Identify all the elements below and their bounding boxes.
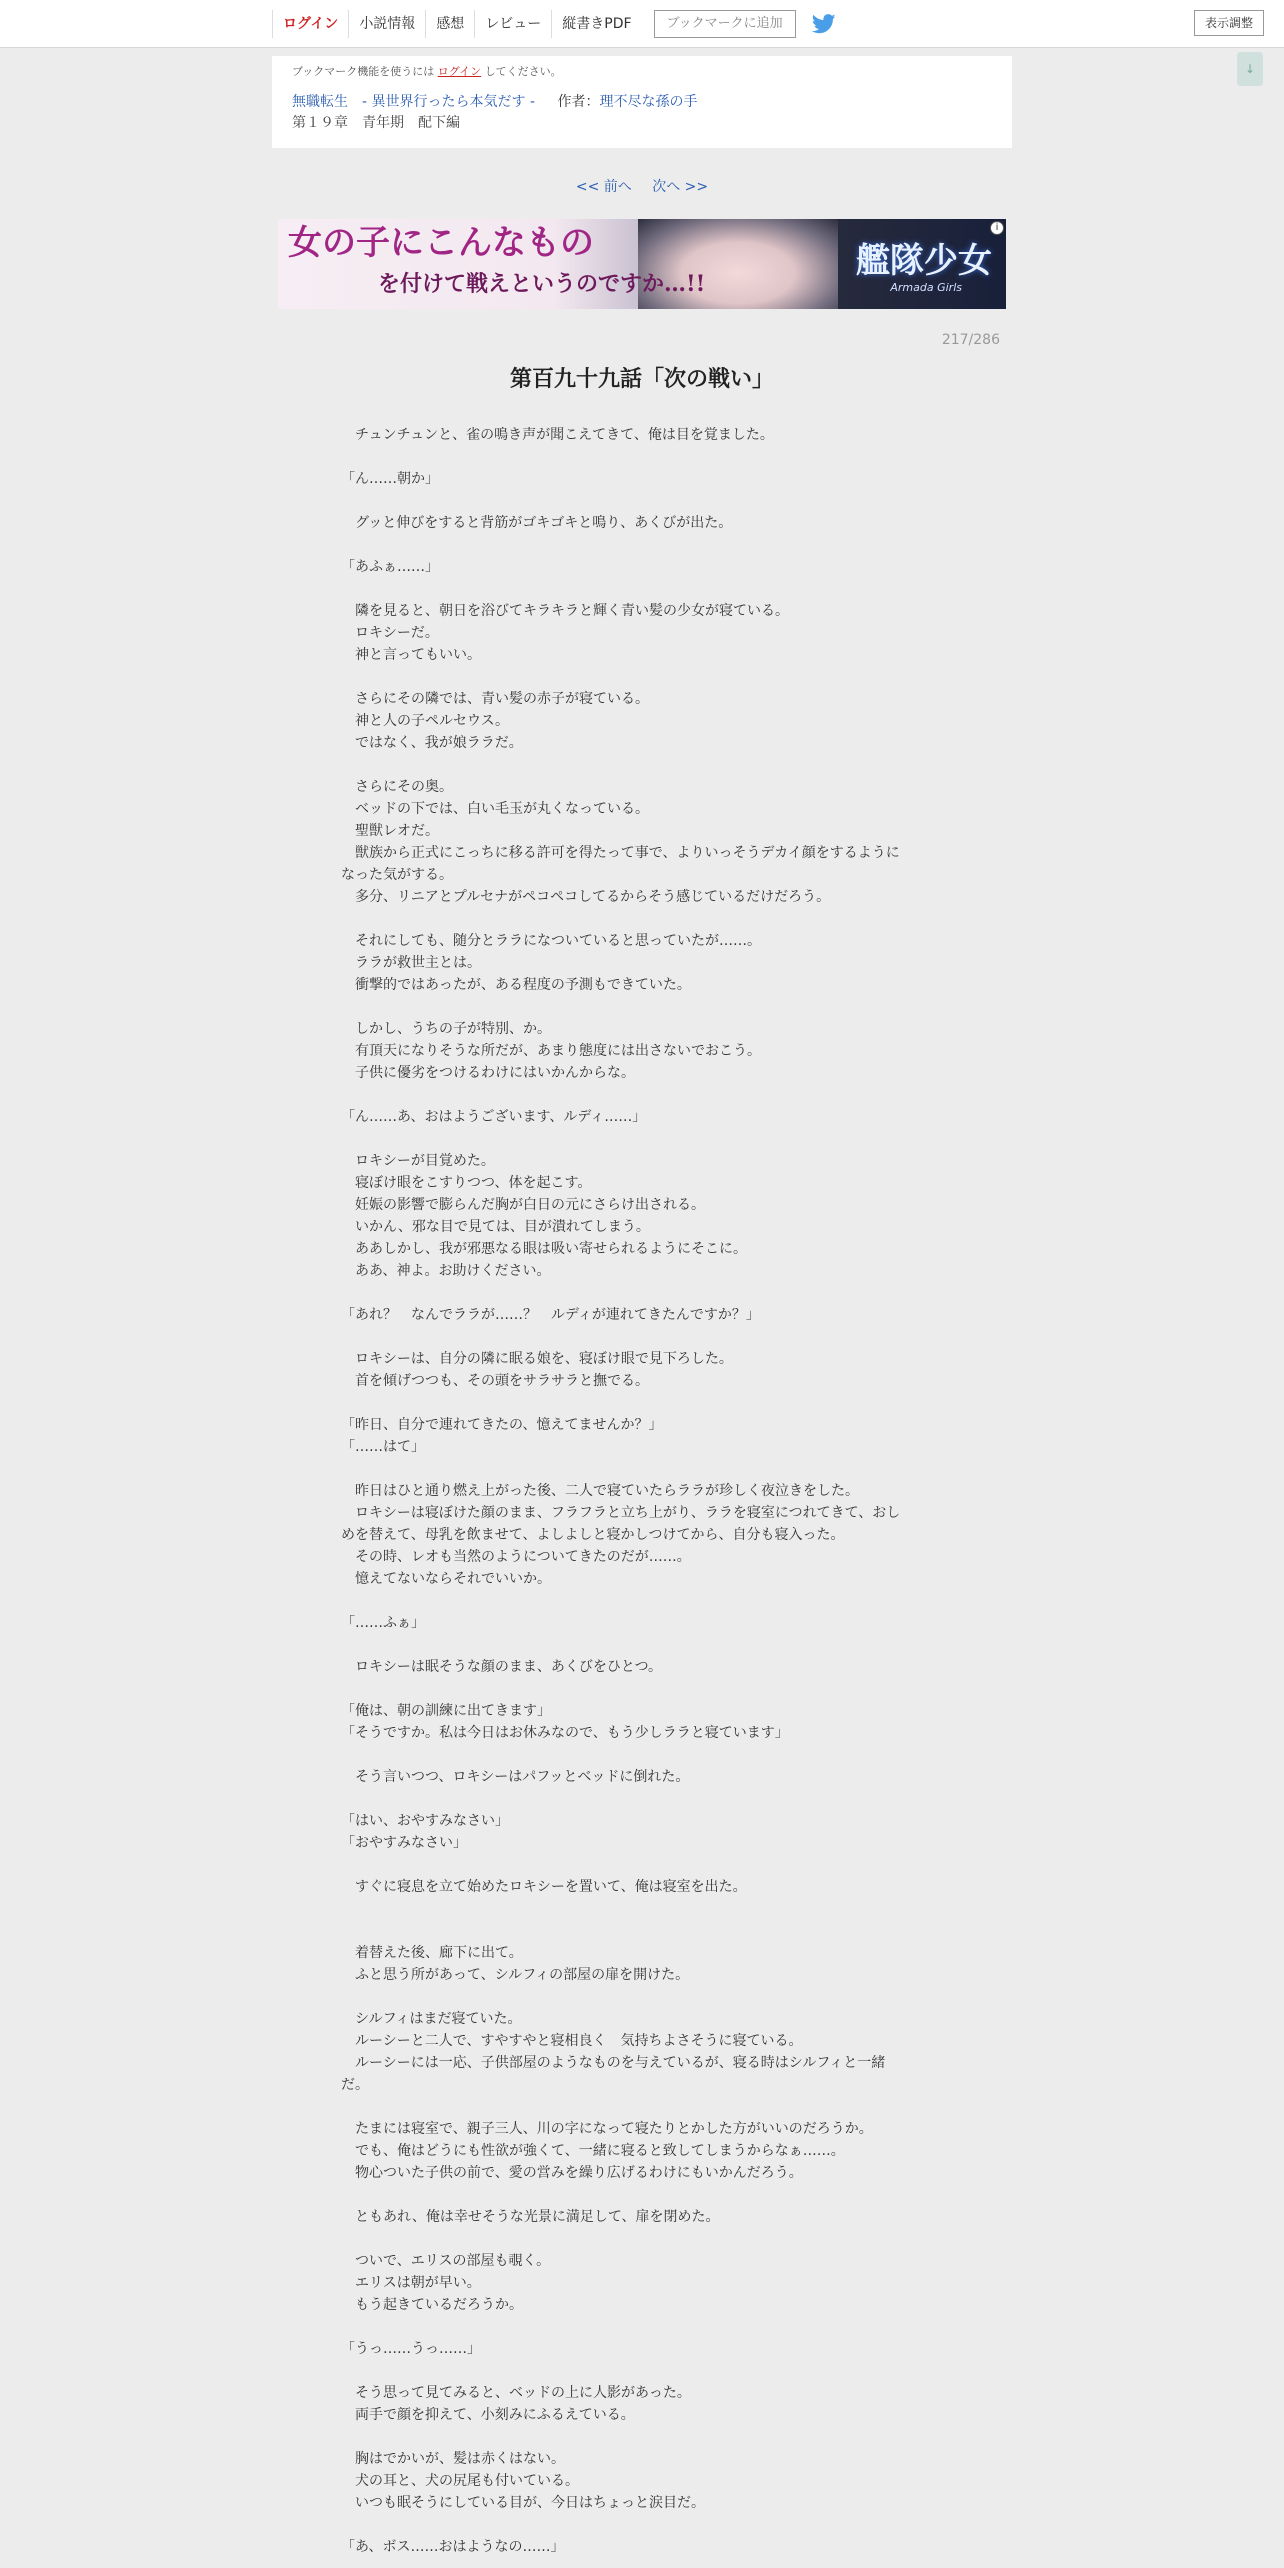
novel-text-line: エリスは朝が早い。 [341, 2275, 481, 2291]
ad-info-icon[interactable]: i [990, 221, 1004, 235]
novel-text-line [341, 534, 961, 556]
novel-text-line: だ。 [341, 2077, 369, 2093]
novel-text-line: 憶えてないならそれでいいか。 [341, 1571, 551, 1587]
novel-text-line: その時、レオも当然のようについてきたのだが……。 [341, 1549, 691, 1565]
novel-text-line: 有頂天になりそうな所だが、あまり態度には出さないでおこう。 [341, 1043, 761, 1059]
novel-text-line [341, 1282, 961, 1304]
novel-text-line [341, 1986, 961, 2008]
novel-text-line [341, 1128, 961, 1150]
bookmark-note-prefix: ブックマーク機能を使うには [292, 65, 435, 78]
novel-text-line: でも、俺はどうにも性欲が強くて、一緒に寝ると致してしまうからなぁ……。 [341, 2143, 845, 2159]
novel-text-line: めを替えて、母乳を飲ませて、よしよしと寝かしつけてから、自分も寝入った。 [341, 1527, 845, 1543]
chapter-title: 第百九十九話「次の戦い」 [509, 367, 774, 392]
novel-text-line [341, 446, 961, 468]
novel-text-line: 「おやすみなさい」 [341, 1835, 467, 1851]
novel-text-line: 神と言ってもいい。 [341, 647, 481, 663]
novel-text-line: ララが救世主とは。 [341, 955, 481, 971]
novel-text-line [341, 2228, 961, 2250]
bookmark-login-link[interactable]: ログイン [437, 65, 482, 78]
novel-text-line: 胸はでかいが、髪は赤くはない。 [341, 2451, 565, 2467]
pager [272, 176, 1012, 196]
novel-text-line: 隣を見ると、朝日を浴びてキラキラと輝く青い髪の少女が寝ている。 [341, 603, 789, 619]
novel-text-line: チュンチュンと、雀の鳴き声が聞こえてきて、俺は目を覚ました。 [341, 427, 774, 443]
ad-banner-logo-sub: Armada Girls [890, 281, 962, 294]
novel-text-line: ロキシーは、自分の隣に眠る娘を、寝ぼけ眼で見下ろした。 [341, 1351, 733, 1367]
novel-text-line: 子供に優劣をつけるわけにはいかんからな。 [341, 1065, 635, 1081]
novel-text-line: 聖獣レオだ。 [341, 823, 439, 839]
novel-text-line: ああ、神よ。お助けください。 [341, 1263, 551, 1279]
novel-text-line: 「俺は、朝の訓練に出てきます」 [341, 1703, 551, 1719]
novel-text-line: ではなく、我が娘ララだ。 [341, 735, 523, 751]
novel-text-line: 「……はて」 [341, 1439, 425, 1455]
novel-text-line: 「ん……朝か」 [341, 471, 439, 487]
novel-text-line: 「あ、ボス……おはようなの……」 [341, 2539, 565, 2555]
novel-body [341, 424, 961, 2558]
novel-text-line [341, 1590, 961, 1612]
novel-text-line: たまには寝室で、親子三人、川の字になって寝たりとかした方がいいのだろうか。 [341, 2121, 873, 2137]
novel-text-line [341, 1326, 961, 1348]
twitter-icon[interactable] [812, 13, 836, 35]
page-count: 217/286 [941, 332, 1000, 348]
scroll-down-button[interactable]: ↓ [1237, 52, 1263, 86]
novel-text-line: 「あふぁ……」 [341, 559, 439, 575]
novel-text-line: ああしかし、我が邪悪なる眼は吸い寄せられるようにそこに。 [341, 1241, 747, 1257]
novel-text-line: ロキシーだ。 [341, 625, 439, 641]
novel-title-link[interactable]: 無職転生 - 異世界行ったら本気だす - [292, 94, 536, 110]
prev-page-link[interactable]: << 前へ [575, 179, 632, 195]
next-page-link[interactable]: 次へ >> [652, 179, 709, 195]
add-bookmark-button[interactable]: ブックマークに追加 [654, 10, 796, 38]
novel-info-box [272, 56, 1012, 148]
novel-text-line: 着替えた後、廊下に出て。 [341, 1945, 523, 1961]
novel-text-line: そう言いつつ、ロキシーはパフッとベッドに倒れた。 [341, 1769, 690, 1785]
novel-text-line: いかん、邪な目で見ては、目が潰れてしまう。 [341, 1219, 650, 1235]
novel-text-line: 「ん……あ、おはようございます、ルディ……」 [341, 1109, 647, 1125]
novel-text-line: 「はい、おやすみなさい」 [341, 1813, 509, 1829]
novel-title-line [292, 92, 992, 112]
bookmark-note-suffix: してください。 [484, 65, 562, 78]
ad-banner-headline: 女の子にこんなもの [288, 223, 594, 263]
novel-text-line: 獣族から正式にこっちに移る許可を得たって事で、よりいっそうデカイ顔をするように [341, 845, 900, 861]
novel-text-line [341, 2316, 961, 2338]
novel-text-line [341, 1744, 961, 1766]
nav-novel-info-link[interactable]: 小説情報 [348, 10, 425, 38]
novel-text-line [341, 666, 961, 688]
novel-text-line [341, 1458, 961, 1480]
novel-text-line: 「そうですか。私は今日はお休みなので、もう少しララと寝ています」 [341, 1725, 789, 1741]
novel-text-line: 「昨日、自分で連れてきたの、憶えてませんか？」 [341, 1417, 663, 1433]
novel-text-line [341, 2426, 961, 2448]
novel-text-line: 神と人の子ペルセウス。 [341, 713, 509, 729]
nav-menu [272, 10, 836, 38]
novel-text-line: もう起きているだろうか。 [341, 2297, 523, 2313]
ad-banner-subline: を付けて戦えというのですか…!! [378, 271, 706, 297]
novel-text-line: ロキシーは寝ぼけた顔のまま、フラフラと立ち上がり、ララを寝室につれてきて、おし [341, 1505, 901, 1521]
nav-login-link[interactable]: ログイン [272, 10, 348, 38]
novel-text-line [341, 1898, 961, 1920]
novel-text-line: ともあれ、俺は幸せそうな光景に満足して、扉を閉めた。 [341, 2209, 720, 2225]
novel-text-line: ロキシーが目覚めた。 [341, 1153, 495, 1169]
novel-text-line [341, 1634, 961, 1656]
novel-text-line: 多分、リニアとプルセナがペコペコしてるからそう感じているだけだろう。 [341, 889, 831, 905]
novel-text-line [341, 2184, 961, 2206]
top-bar [0, 0, 1284, 48]
novel-text-line: ふと思う所があって、シルフィの部屋の扉を開けた。 [341, 1967, 690, 1983]
novel-text-line [341, 2096, 961, 2118]
bookmark-note [292, 64, 992, 80]
novel-text-line: ルーシーには一応、子供部屋のようなものを与えているが、寝る時はシルフィと一緒 [341, 2055, 886, 2071]
ad-banner-logo: 艦隊少女 [856, 241, 992, 281]
novel-text-line: 寝ぼけ眼をこすりつつ、体を起こす。 [341, 1175, 592, 1191]
novel-text-line [341, 996, 961, 1018]
nav-impressions-link[interactable]: 感想 [425, 10, 474, 38]
chapter-heading: 第１９章 青年期 配下編 [292, 115, 460, 131]
novel-text-line [341, 578, 961, 600]
novel-text-line [341, 1788, 961, 1810]
novel-text-line: 首を傾げつつも、その頭をサラサラと撫でる。 [341, 1373, 649, 1389]
novel-text-line: 物心ついた子供の前で、愛の営みを繰り広げるわけにもいかんだろう。 [341, 2165, 803, 2181]
novel-text-line: 昨日はひと通り燃え上がった後、二人で寝ていたらララが珍しく夜泣きをした。 [341, 1483, 859, 1499]
novel-text-line: 「あれ？ なんでララが……？ ルディが連れてきたんですか？」 [341, 1307, 760, 1323]
novel-text-line [341, 754, 961, 776]
author-link[interactable]: 理不尽な孫の手 [599, 94, 698, 110]
novel-text-line: シルフィはまだ寝ていた。 [341, 2011, 522, 2027]
novel-text-line [341, 1920, 961, 1942]
novel-text-line [341, 2360, 961, 2382]
ad-banner[interactable] [278, 219, 1006, 309]
novel-text-line: 両手で顔を抑えて、小刻みにふるえている。 [341, 2407, 635, 2423]
novel-text-line: さらにその奥。 [341, 779, 453, 795]
novel-text-line: すぐに寝息を立て始めたロキシーを置いて、俺は寝室を出た。 [341, 1879, 747, 1895]
novel-text-line: しかし、うちの子が特別、か。 [341, 1021, 551, 1037]
novel-text-line: ついで、エリスの部屋も覗く。 [341, 2253, 551, 2269]
novel-text-line: ルーシーと二人で、すやすやと寝相良く 気持ちよさそうに寝ている。 [341, 2033, 803, 2049]
novel-text-line [341, 1678, 961, 1700]
novel-text-line: ベッドの下では、白い毛玉が丸くなっている。 [341, 801, 649, 817]
novel-text-line [341, 1084, 961, 1106]
novel-text-line: 妊娠の影響で膨らんだ胸が白日の元にさらけ出される。 [341, 1197, 705, 1213]
novel-text-line: 「うっ……うっ……」 [341, 2341, 481, 2357]
display-settings-button[interactable]: 表示調整 [1194, 10, 1264, 36]
novel-text-line [341, 2514, 961, 2536]
nav-vertical-pdf-link[interactable]: 縦書きPDF [551, 10, 641, 38]
novel-text-line: 犬の耳と、犬の尻尾も付いている。 [341, 2473, 579, 2489]
novel-text-line [341, 490, 961, 512]
novel-text-line: 「……ふぁ」 [341, 1615, 425, 1631]
novel-text-line [341, 1854, 961, 1876]
novel-text-line: ロキシーは眠そうな顔のまま、あくびをひとつ。 [341, 1659, 663, 1675]
novel-text-line: そう思って見てみると、ベッドの上に人影があった。 [341, 2385, 691, 2401]
novel-text-line: いつも眠そうにしている目が、今日はちょっと涙目だ。 [341, 2495, 705, 2511]
novel-text-line: それにしても、随分とララになついていると思っていたが……。 [341, 933, 761, 949]
novel-text-line: グッと伸びをすると背筋がゴキゴキと鳴り、あくびが出た。 [341, 515, 733, 531]
novel-text-line [341, 908, 961, 930]
novel-text-line: 衝撃的ではあったが、ある程度の予測もできていた。 [341, 977, 691, 993]
nav-review-link[interactable]: レビュー [474, 10, 551, 38]
author-label: 作者： [557, 94, 600, 110]
novel-text-line [341, 1392, 961, 1414]
novel-text-line: なった気がする。 [341, 867, 453, 883]
novel-text-line: さらにその隣では、青い髪の赤子が寝ている。 [341, 691, 649, 707]
